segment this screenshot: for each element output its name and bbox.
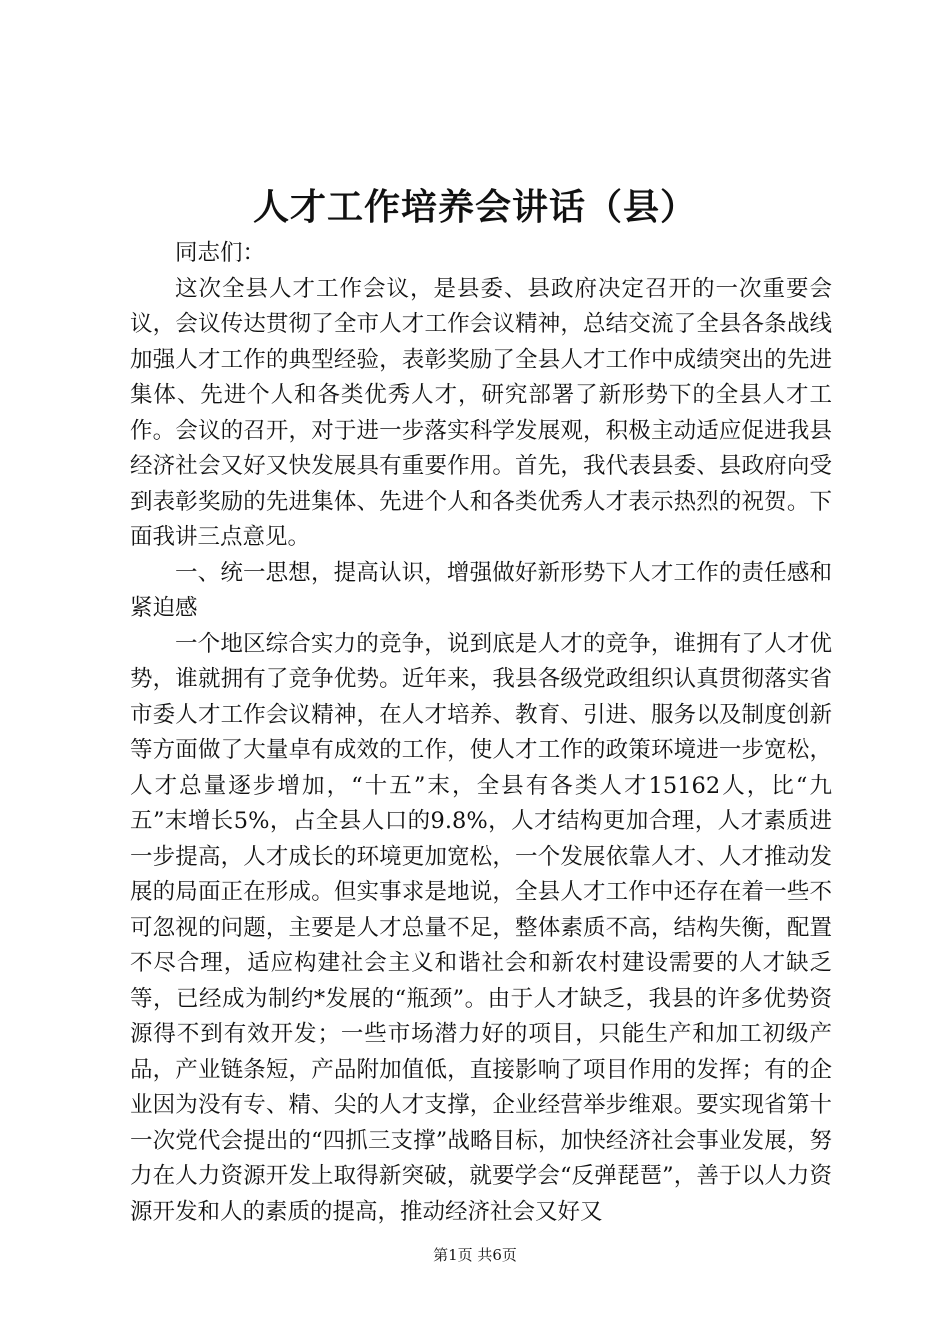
document-title: 人才工作培养会讲话（县） xyxy=(252,186,697,228)
salutation-paragraph: 同志们： xyxy=(175,240,266,266)
intro-paragraph: 这次全县人才工作会议，是县委、县政府决定召开的一次重要会议，会议传达贯彻了全市人才工作会议精神，总结交流了全县各条战线加强人才工作的典型经验，表彰奖励了全县人才工作中成绩突出的先进集体、先进个人和各类优秀人才，研究部署了新形势下的全县人才工作。会议的召开，对于进一步落实科学发展观，积极主动适应促进我县经济社会又好又快发展具有重要作用。首先，我代表县委、县政府向受到表彰奖励的先进集体、先进个人和各类优秀人才表示热烈的祝贺。下面我讲三点意见。 xyxy=(130,275,832,550)
document-body xyxy=(130,236,832,1230)
section-heading-1: 一、统一思想，提高认识，增强做好新形势下人才工作的责任感和紧迫感 xyxy=(130,559,832,621)
body-paragraph: 一个地区综合实力的竞争，说到底是人才的竞争，谁拥有了人才优势，谁就拥有了竞争优势。近年来，我县各级党政组织认真贯彻落实省市委人才工作会议精神，在人才培养、教育、引进、服务以及制度创新等方面做了大量卓有成效的工作，使人才工作的政策环境进一步宽松，人才总量逐步增加，“十五”末，全县有各类人才15162人，比“九五”末增长5%，占全县人口的9.8%，人才结构更加合理，人才素质进一步提高，人才成长的环境更加宽松，一个发展依靠人才、人才推动发展的局面正在形成。但实事求是地说，全县人才工作中还存在着一些不可忽视的问题，主要是人才总量不足，整体素质不高，结构失衡，配置不尽合理，适应构建社会主义和谐社会和新农村建设需要的人才缺乏等，已经成为制约*发展的“瓶颈”。由于人才缺乏，我县的许多优势资源得不到有效开发；一些市场潜力好的项目，只能生产和加工初级产品，产业链条短，产品附加值低，直接影响了项目作用的发挥；有的企业因为没有专、精、尖的人才支撑，企业经营举步维艰。要实现省第十一次党代会提出的“四抓三支撑”战略目标，加快经济社会事业发展，努力在人力资源开发上取得新突破，就要学会“反弹琵琶”，善于以人力资源开发和人的素质的提高，推动经济社会又好又 xyxy=(130,630,832,1225)
page-footer: 第1页 共6页 xyxy=(433,1246,517,1264)
